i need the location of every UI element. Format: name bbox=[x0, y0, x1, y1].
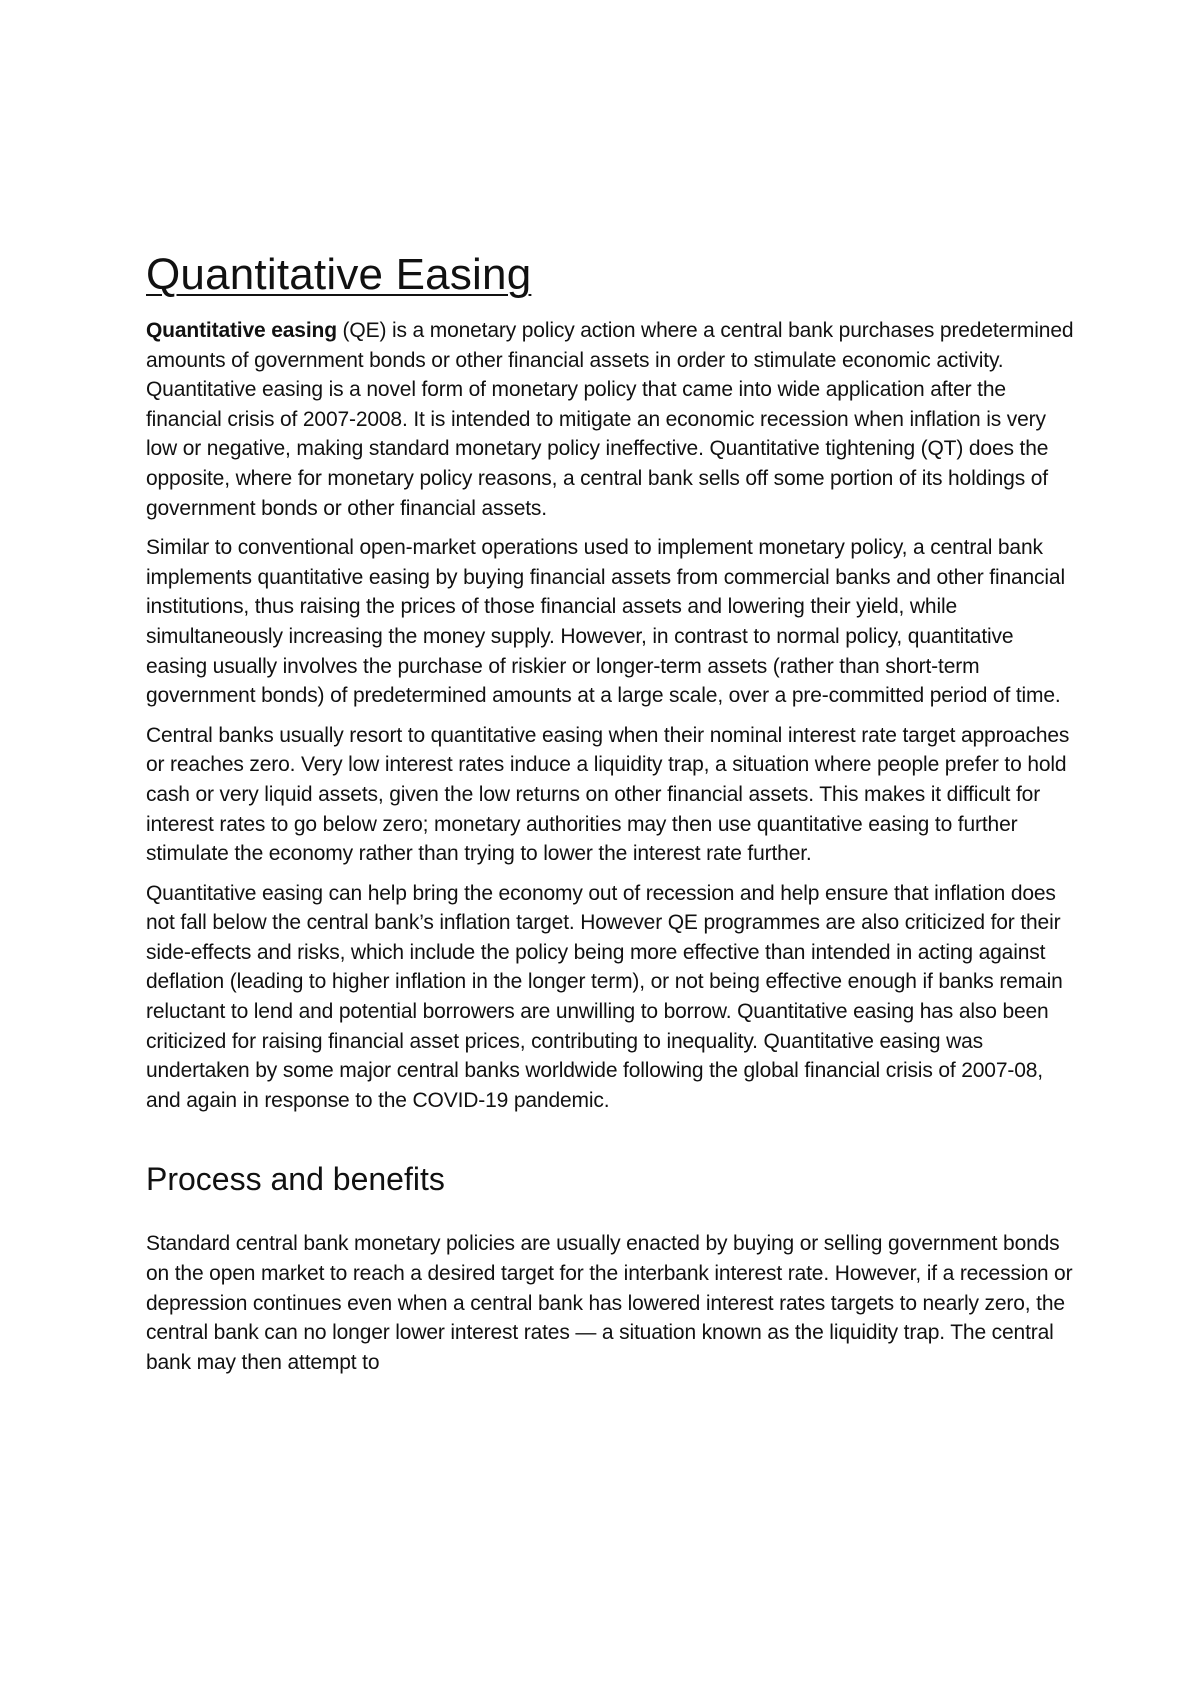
section-paragraph: Standard central bank monetary policies are usually enacted by buying or selling government bonds on the open market to reach a desired target for the interbank interest rate. However, if a recession or depression continues even when a central bank has lowered interest rates targets to nearly zero, the central bank can no longer lower interest rates — a situation known as the liquidity trap. The central bank may then attempt to bbox=[146, 1232, 1073, 1374]
intro-lead-term: Quantitative easing bbox=[146, 319, 337, 342]
document-content bbox=[146, 248, 1076, 1377]
body-paragraph-risks: Quantitative easing can help bring the economy out of recession and help ensure that inflation does not fall below the central bank’s inflation target. However QE programmes are also criticized for their side-effects and risks, which include the policy being more effective than intended in acting against deflation (leading to higher inflation in the longer term), or not being effective enough if banks remain reluctant to lend and potential borrowers are unwilling to borrow. Quantitative easing has also been criticized for raising financial asset prices, contributing to inequality. Quantitative easing was undertaken by some major central banks worldwide following the global financial crisis of 2007-08, and again in response to the COVID-19 pandemic. bbox=[146, 881, 1063, 1112]
body-paragraph-liquidity-trap: Central banks usually resort to quantitative easing when their nominal interest rate target approaches or reaches zero. Very low interest rates induce a liquidity trap, a situation where people prefer to hold cash or very liquid assets, given the low returns on other financial assets. This makes it difficult for interest rates to go below zero; monetary authorities may then use quantitative easing to further stimulate the economy rather than trying to lower the interest rate further. bbox=[146, 723, 1070, 866]
intro-text: (QE) is a monetary policy action where a central bank purchases predetermined amounts of government bonds or other financial assets in order to stimulate economic activity. Quantitative easing is a novel form of monetary policy that came into wide application after the financial crisis of 2007-2008. It is intended to mitigate an economic recession when inflation is very low or negative, making standard monetary policy ineffective. Quantitative tightening (QT) does the opposite, where for monetary policy reasons, a central bank sells off some portion of its holdings of government bonds or other financial assets. bbox=[146, 319, 1074, 520]
section-heading: Process and benefits bbox=[146, 1161, 445, 1198]
body-paragraph-open-market: Similar to conventional open-market operations used to implement monetary policy, a central bank implements quantitative easing by buying financial assets from commercial banks and other financial institutions, thus raising the prices of those financial assets and lowering their yield, while simultaneously increasing the money supply. However, in contrast to normal policy, quantitative easing usually involves the purchase of riskier or longer-term assets (rather than short-term government bonds) of predetermined amounts at a large scale, over a pre-committed period of time. bbox=[146, 536, 1065, 708]
document-title: Quantitative Easing bbox=[146, 250, 532, 299]
intro-paragraph bbox=[146, 316, 1076, 523]
